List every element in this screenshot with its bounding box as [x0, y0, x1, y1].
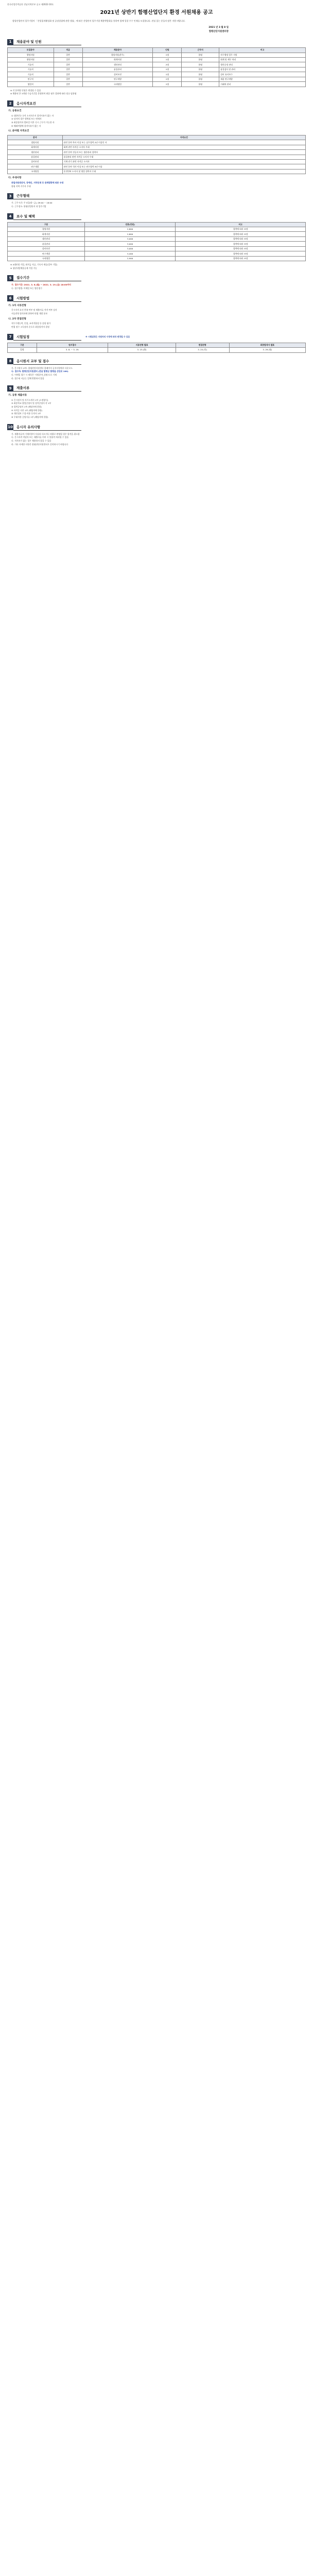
section-number-badge: 6 — [7, 295, 13, 301]
table-cell: 기계·전기 관련 자격증 소지자 — [62, 160, 305, 164]
table-cell: 회계지원 — [82, 57, 153, 62]
list-item: ① 대한민국 국적 소지자로서 결격사유가 없는 자 — [11, 114, 54, 117]
table-cell: 품질관리 — [8, 155, 63, 159]
table-cell: 경영지원 — [8, 140, 63, 145]
section-schedule — [7, 334, 306, 353]
section-heading — [7, 424, 306, 431]
table-cell: 품질관리 관련 자격증 소지자 우대 — [62, 155, 305, 159]
section-number-badge: 1 — [7, 39, 13, 45]
header-tag: 한국산업인력공단 전남지역본부 공고 제2022-10호 — [7, 3, 54, 6]
work-hours: 가. 근무시간: 주 5일(월~금), 09:00 ~ 18:00 — [11, 201, 53, 205]
organization-name: 함평산단지원센터장 — [208, 30, 229, 33]
table-cell: 연구개발 — [8, 164, 63, 169]
column-header: 서류전형 발표 — [108, 343, 176, 347]
table-cell: 일반 — [54, 57, 82, 62]
email-instruction: 다. 이메일 접수 시 제목은 '지원분야_성명'으로 기재 — [11, 373, 57, 376]
section-salary — [7, 213, 306, 270]
announcement-date: 2021 년 3 월 8 일 — [208, 26, 229, 29]
table-cell: 경력에 따라 조정 — [176, 251, 306, 256]
section-heading — [7, 39, 306, 45]
section-number-badge: 8 — [7, 358, 13, 364]
table-row — [8, 242, 306, 246]
table-cell: 함평 — [182, 82, 219, 87]
list-item: ④ 해외여행에 결격사유가 없는 자 — [11, 124, 41, 127]
table-cell: 관련 분야 석사 이상 또는 연구경력 3년 이상 — [62, 164, 305, 169]
list-item: ③ 경력증명서 1부 (해당자에 한함) — [11, 405, 42, 409]
note-line: ※ 채용된 후 3개월 수습기간을 운영하며 최종 평가 결과에 따라 정규 임용됨 — [10, 92, 77, 95]
section-heading — [7, 385, 306, 392]
table-cell: 운전면허 소지자 및 영업 경력자 우대 — [62, 169, 305, 174]
table-cell: 1명 — [153, 57, 182, 62]
table-cell: 생산관리 — [8, 236, 85, 241]
table-cell: 1명 — [153, 77, 182, 81]
list-item: ④ 자격증 사본 1부 (해당자에 한함) — [11, 409, 43, 412]
table-cell: 거래처 관리 — [219, 82, 306, 87]
table-cell: 3,400 — [84, 251, 175, 256]
table-row — [8, 155, 306, 159]
recruitment-table — [7, 47, 306, 87]
list-item: ② 남자의 경우 병역필 또는 면제자 — [11, 117, 42, 121]
table-cell: 함평 — [182, 53, 219, 57]
table-row — [8, 251, 306, 256]
column-header: 연봉(만원) — [84, 222, 175, 227]
table-cell: 함평 — [182, 62, 219, 67]
section-title: 근무형태 — [13, 193, 81, 199]
intro-text: 함평산업단지 입주기업이 「산업집적활성화 및 공장설립에 관한 법률」에 따른 산업단지 입주기업 채용박람회를 통하여 함께 일할 우수 인재를 모집합니다. 관심 있는 분들의 많은 지원 바랍니다. — [12, 20, 186, 23]
section-number-badge: 10 — [7, 424, 13, 430]
list-item: ⑥ 우대사항 증빙서류 1부 (해당자에 한함) — [11, 416, 48, 419]
section-heading — [7, 295, 306, 302]
table-cell: 사무행정 업무 지원 — [219, 53, 306, 57]
table-cell: 생산공정 관리 — [219, 62, 306, 67]
list-item: 가. 제출서류의 기재사항이 사실과 다르거나 허위로 판명될 경우 합격을 취소함 — [11, 432, 80, 435]
table-cell: 3. 25.(목) — [176, 348, 229, 352]
column-header: 비고 — [219, 48, 306, 53]
table-cell: 함평 — [182, 77, 219, 81]
list-item: ② 최종학교 졸업증명서 및 성적증명서 각 1부 — [11, 402, 51, 405]
table-cell: 설비 유지보수 — [219, 72, 306, 77]
section-heading — [7, 100, 306, 107]
table-cell: 연구개발 — [82, 77, 153, 81]
section-qualifications — [7, 100, 306, 188]
table-row — [8, 164, 306, 169]
table-cell: 2,800 — [84, 227, 175, 232]
table-cell: 관련 분야 전공자 또는 생산관리 경력자 — [62, 150, 305, 155]
list-item: 면접 점수 고득점자 순으로 최종합격자 결정 — [11, 326, 49, 328]
table-cell: 연구개발 — [8, 251, 85, 256]
schedule-table — [7, 343, 306, 353]
section-title: 응시자격요건 — [13, 100, 81, 107]
column-header: 근무지 — [182, 48, 219, 53]
table-row — [8, 82, 306, 87]
table-cell: 기술직 — [8, 72, 54, 77]
note-line: ※ 각 분야별 인원은 변경될 수 있음 — [10, 89, 41, 92]
list-item: 응시자격 요건 충족 여부 및 제출서류 적격 여부 심사 — [11, 309, 57, 312]
table-cell: 국내영업 — [82, 82, 153, 87]
table-cell: 회계 관련 자격증 소지자 우대 — [62, 145, 305, 149]
table-row — [8, 53, 306, 57]
table-cell: 연구직 — [8, 77, 54, 81]
column-header: 직급 — [54, 48, 82, 53]
date-org-block — [7, 26, 229, 33]
table-header-row — [8, 135, 306, 140]
section-documents — [7, 385, 306, 419]
table-cell: 2,900 — [84, 256, 175, 261]
table-row — [8, 236, 306, 241]
table-cell: 영업직 — [8, 82, 54, 87]
schedule-note: ※ 시험일정은 지원자의 사정에 따라 변경될 수 있음 — [85, 335, 130, 338]
table-row — [8, 348, 306, 352]
salary-notes — [10, 263, 306, 269]
section-number-badge: 7 — [7, 334, 13, 340]
table-header-row — [8, 343, 306, 347]
interview-heading: 나. 2차 면접전형 — [8, 317, 26, 320]
documents-heading: 가. 공통 제출서류 — [8, 394, 27, 397]
section-number-badge: 9 — [7, 385, 13, 392]
table-row — [8, 256, 306, 261]
column-header: 구분 — [8, 343, 37, 347]
table-cell: 3. 23.(화) — [108, 348, 176, 352]
table-cell: 1명 — [153, 67, 182, 72]
table-cell: 경영지원 — [8, 227, 85, 232]
table-cell: 경영지원(총무) — [82, 53, 153, 57]
application-period: 가. 접수기간: 2021. 3. 8.(월) ~ 2021. 3. 19.(금) 18:00까지 — [11, 283, 71, 286]
section-title: 시험방법 — [13, 295, 81, 302]
table-cell: 경력에 따라 조정 — [176, 242, 306, 246]
section-number-badge: 4 — [7, 213, 13, 219]
table-row — [8, 227, 306, 232]
table-row — [8, 57, 306, 62]
table-cell: 품질관리 — [82, 67, 153, 72]
table-cell: 3,000 — [84, 236, 175, 241]
page-title: 2021년 상반기 함평산업단지 환경 서원채용 공고 — [100, 9, 213, 15]
list-item: ⑤ 개인정보 수집·이용 동의서 1부 — [11, 412, 41, 415]
table-cell: 설비보전 — [82, 72, 153, 77]
section-application-period — [7, 275, 306, 290]
section-heading — [7, 193, 306, 199]
table-header-row — [8, 48, 306, 53]
table-cell: 품질검사 및 관리 — [219, 67, 306, 72]
table-cell: 1명 — [153, 72, 182, 77]
column-header: 모집분야 — [8, 48, 54, 53]
column-header: 비고 — [176, 222, 306, 227]
table-cell: 품질관리 — [8, 242, 85, 246]
list-item: 다. 적격자가 없는 경우 채용하지 않을 수 있음 — [11, 439, 51, 443]
table-cell: 함평 — [182, 57, 219, 62]
preference-heading: 다. 우대사항 — [8, 177, 22, 180]
table-cell: 경력에 따라 조정 — [176, 236, 306, 241]
table-cell: 일반 — [54, 72, 82, 77]
table-cell: 행정지원 — [8, 53, 54, 57]
list-item: 직무수행능력, 인성, 조직적합성 등 종합 평가 — [11, 322, 51, 325]
table-cell: 국내영업 — [8, 256, 85, 261]
table-row — [8, 160, 306, 164]
note-line: ※ 청년내일채움공제 가입 가능 — [10, 266, 38, 269]
section-submission — [7, 358, 306, 380]
table-cell: 기술직 — [8, 62, 54, 67]
section-title: 접수기간 — [13, 275, 81, 281]
table-cell: 회계지원 — [8, 232, 85, 236]
preference-item: 함평 지역 거주자 우대 — [11, 184, 31, 188]
table-cell: 일반 — [54, 62, 82, 67]
table-cell: 행정지원 — [8, 57, 54, 62]
list-item: 라. 기타 자세한 사항은 함평산단지원센터로 문의하시기 바랍니다 — [11, 443, 68, 446]
table-cell: 일반 — [54, 82, 82, 87]
table-cell: 3,000 — [84, 246, 175, 251]
document-screening-heading: 가. 1차 서류전형 — [8, 304, 26, 307]
announcement-page — [0, 0, 313, 456]
general-requirements-list — [7, 114, 306, 128]
general-requirements-heading: 가. 공통요건 — [8, 109, 22, 112]
section-title: 응시자 유의사항 — [13, 424, 81, 431]
table-row — [8, 140, 306, 145]
section-heading — [7, 275, 306, 281]
specific-requirements-table — [7, 135, 306, 175]
section-heading — [7, 213, 306, 220]
salary-table — [7, 222, 306, 262]
work-location: 나. 근무장소: 함평산업단지 내 입주기업 — [11, 205, 46, 208]
note-line: ※ 4대보험 가입, 퇴직금 지급, 기숙사 제공(일부 기업) — [10, 263, 58, 266]
table-cell: 생산관리 — [8, 150, 63, 155]
table-row — [8, 77, 306, 81]
table-row — [8, 67, 306, 72]
table-cell: 1명 — [153, 82, 182, 87]
column-header: 분야 — [8, 135, 63, 140]
list-item: 나. 응시자격 미달자 또는 제출서류 미비 시 불합격 처리될 수 있음 — [11, 436, 69, 439]
table-cell: 경력에 따라 조정 — [176, 232, 306, 236]
application-method: 나. 접수방법: 이메일 또는 방문접수 — [11, 287, 43, 290]
table-cell: 경력에 따라 조정 — [176, 246, 306, 251]
table-row — [8, 246, 306, 251]
table-cell: 회계 및 세무 처리 — [219, 57, 306, 62]
list-item: ① 응시원서 및 자기소개서 1부 (소정양식) — [11, 398, 48, 401]
list-item: 서류전형 합격자에 한하여 면접 개별 통보 — [11, 312, 48, 315]
section-title: 채용분야 및 인원 — [13, 39, 81, 45]
submission-location: 나. 접수처: 함평산단지원센터 (전남 함평군 함평읍 산단로 100) — [11, 370, 68, 373]
section-recruitment — [7, 39, 306, 95]
preference-item: 취업지원대상자, 장애인, 지역인재 등 관계법령에 따른 우대 — [11, 181, 64, 184]
table-cell: 일정 — [8, 348, 37, 352]
table-cell: 1명 — [153, 53, 182, 57]
table-cell: 경력에 따라 조정 — [176, 256, 306, 261]
table-row — [8, 72, 306, 77]
section-title: 시험일정 — [13, 334, 81, 341]
table-cell: 관련 분야 학사 이상 또는 실무경력 2년 이상인 자 — [62, 140, 305, 145]
table-cell: 3. 8. ~ 3. 19. — [37, 348, 108, 352]
table-cell: 함평 — [182, 72, 219, 77]
section-title: 응시원서 교부 및 접수 — [13, 358, 81, 365]
document-return-note: 라. 접수된 서류는 일체 반환하지 않음 — [11, 377, 44, 380]
section-heading — [7, 358, 306, 365]
table-cell: 생산관리 — [82, 62, 153, 67]
table-row — [8, 150, 306, 155]
table-cell: 설비보전 — [8, 246, 85, 251]
table-cell: 일반 — [54, 77, 82, 81]
section-number-badge: 3 — [7, 193, 13, 199]
table-cell: 2명 — [153, 62, 182, 67]
section-title: 보수 및 혜택 — [13, 213, 81, 220]
table-cell: 일반 — [54, 67, 82, 72]
recruitment-notes — [10, 89, 306, 95]
table-row — [8, 145, 306, 149]
table-cell: 일반 — [54, 53, 82, 57]
section-number-badge: 2 — [7, 100, 13, 107]
table-cell: 회계지원 — [8, 145, 63, 149]
table-cell: 기술직 — [8, 67, 54, 72]
table-cell: 국내영업 — [8, 169, 63, 174]
table-row — [8, 62, 306, 67]
form-distribution: 가. 응시원서 교부: 함평산단지원센터 홈페이지 공지사항에서 다운로드 — [11, 366, 73, 369]
table-header-row — [8, 222, 306, 227]
column-header: 채용분야 — [82, 48, 153, 53]
table-cell: 제품 연구개발 — [219, 77, 306, 81]
table-cell: 경력에 따라 조정 — [176, 227, 306, 232]
table-cell: 함평 — [182, 67, 219, 72]
section-title: 제출서류 — [13, 385, 81, 392]
table-row — [8, 169, 306, 174]
table-cell: 3. 29.(월) — [229, 348, 305, 352]
section-number-badge: 5 — [7, 275, 13, 281]
specific-requirements-heading: 나. 분야별 자격요건 — [8, 130, 29, 133]
section-heading — [7, 334, 306, 341]
table-row — [8, 232, 306, 236]
column-header: 자격요건 — [62, 135, 305, 140]
section-precautions — [7, 424, 306, 446]
column-header: 면접전형 — [176, 343, 229, 347]
table-cell: 2,800 — [84, 232, 175, 236]
column-header: 최종합격자 발표 — [229, 343, 305, 347]
table-cell: 설비보전 — [8, 160, 63, 164]
column-header: 인원 — [153, 48, 182, 53]
table-cell: 3,000 — [84, 242, 175, 246]
section-exam-method — [7, 295, 306, 329]
column-header: 원서접수 — [37, 343, 108, 347]
column-header: 구분 — [8, 222, 85, 227]
section-work-type — [7, 193, 306, 208]
list-item: ③ 최종합격자 발표일 이후 즉시 근무가 가능한 자 — [11, 121, 55, 124]
